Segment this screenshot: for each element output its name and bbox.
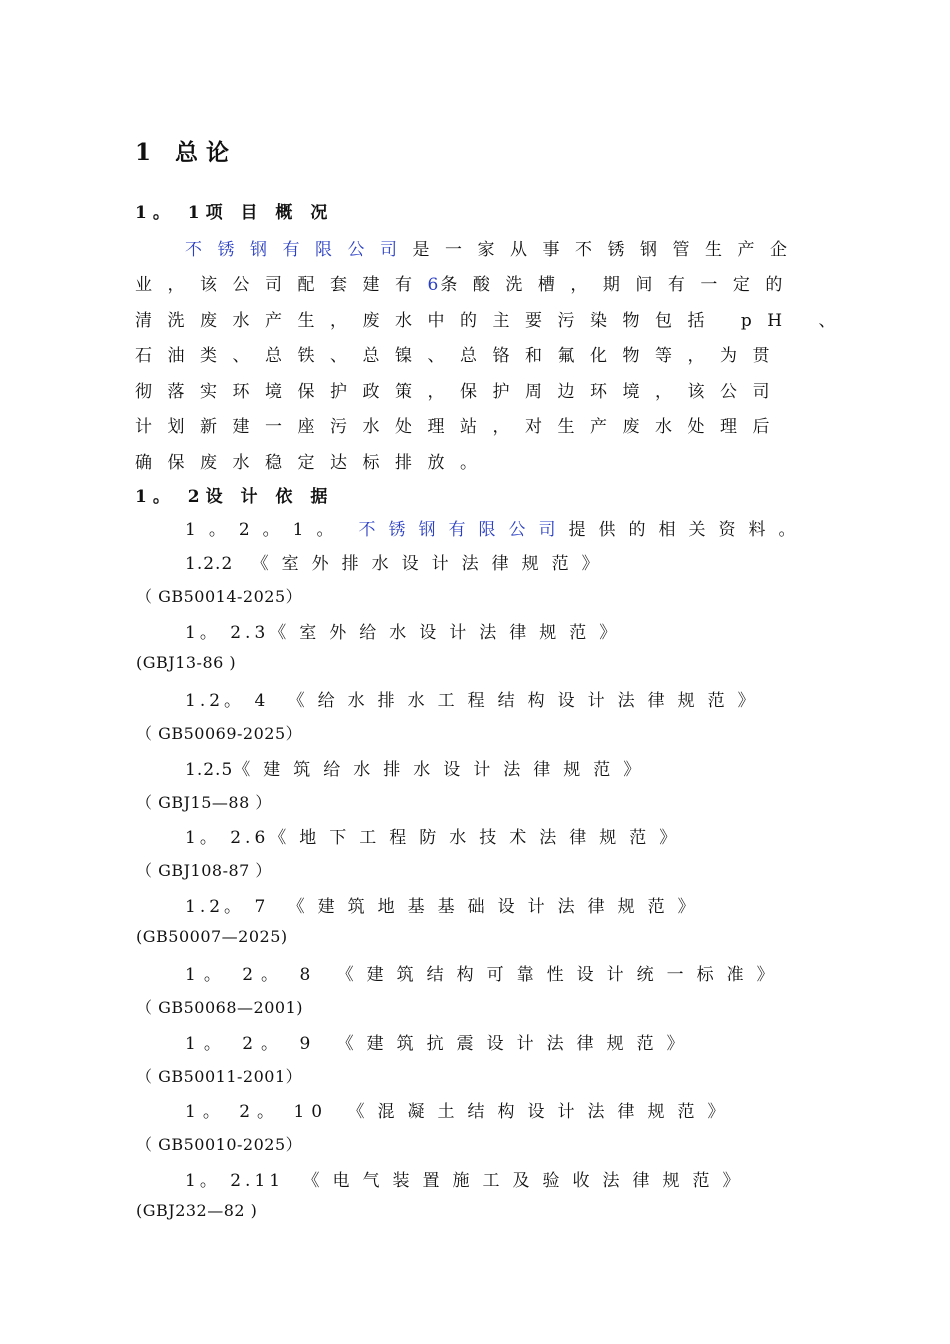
text-fragment: 1.2.2 <box>185 554 234 574</box>
text-fragment: 1。 2。 8 <box>185 965 319 985</box>
reference-code: （ GB50068—2001) <box>136 998 303 1017</box>
reference-item-1 <box>185 515 808 540</box>
text-fragment: 《地下工程防水技术法律规范》 <box>269 828 690 848</box>
paragraph-line-6: 计划新建一座污水处理站，对生产废水处理后 <box>135 417 785 437</box>
tank-count: 6 <box>427 275 441 295</box>
section-heading-basis: 1。 2设 计 依 据 <box>135 487 334 507</box>
company-name: 不锈钢有限公司 <box>185 240 413 260</box>
text-fragment: 1.2。 7 <box>185 897 270 917</box>
text-fragment: 1。2。1。 <box>185 520 347 540</box>
paragraph-line-3: 清洗废水产生，废水中的主要污染物包括 pH 、 <box>135 311 852 331</box>
reference-item <box>185 755 653 780</box>
text-fragment: 是一家从事不锈钢管生产企 <box>412 240 803 260</box>
reference-item <box>185 1029 697 1054</box>
reference-code: (GBJ13-86 ) <box>136 653 237 672</box>
text-fragment: 1。 2.3 <box>185 623 270 643</box>
text-fragment: 《电气装置施工及验收法律规范》 <box>302 1171 753 1191</box>
reference-item <box>185 892 708 917</box>
reference-item <box>185 686 768 711</box>
company-name-ref: 不锈钢有限公司 <box>358 520 569 540</box>
reference-item <box>185 960 787 985</box>
paragraph-line-5: 彻落实环境保护政策，保护周边环境，该公司 <box>135 382 785 402</box>
reference-code: （ GB50069-2025） <box>136 724 303 743</box>
reference-code: （ GB50010-2025） <box>136 1135 303 1154</box>
text-fragment: 提供的相关资料。 <box>568 520 809 540</box>
reference-item <box>185 1166 752 1191</box>
text-fragment: 业，该公司配套建有 <box>135 275 428 295</box>
reference-item <box>185 823 689 848</box>
section-heading-overview: 1。 1项 目 概 况 <box>135 203 334 223</box>
text-fragment: 《建筑地基基础设计法律规范》 <box>287 897 708 917</box>
chapter-heading: 1 总论 <box>135 139 238 166</box>
text-fragment: 1。 2.6 <box>185 828 270 848</box>
text-fragment: 1.2.5 <box>185 760 234 780</box>
text-fragment: 《混凝土结构设计法律规范》 <box>347 1102 738 1122</box>
text-fragment: 《建筑抗震设计法律规范》 <box>336 1034 697 1054</box>
paragraph-line-1 <box>185 235 803 260</box>
text-fragment: 1。 2。 10 <box>185 1102 330 1122</box>
text-fragment: 1.2。 4 <box>185 691 270 711</box>
reference-item <box>185 549 612 574</box>
reference-item <box>185 1097 737 1122</box>
reference-code: (GBJ232—82 ) <box>136 1201 258 1220</box>
text-fragment: 《建筑结构可靠性设计统一标准》 <box>336 965 787 985</box>
reference-code: （ GBJ15—88 ） <box>136 793 272 812</box>
text-fragment: 条酸洗槽，期间有一定的 <box>440 275 798 295</box>
paragraph-line-2 <box>135 270 798 295</box>
text-fragment: 《给水排水工程结构设计法律规范》 <box>287 691 768 711</box>
paragraph-line-4: 石油类、总铁、总镍、总铬和氟化物等，为贯 <box>135 346 785 366</box>
text-fragment: 《建筑给水排水设计法律规范》 <box>233 760 654 780</box>
text-fragment: 《室外排水设计法律规范》 <box>251 554 612 574</box>
reference-code: （ GB50014-2025） <box>136 587 303 606</box>
reference-code: (GB50007—2025) <box>136 927 288 946</box>
text-fragment: 1。 2。 9 <box>185 1034 319 1054</box>
text-fragment: 《室外给水设计法律规范》 <box>269 623 630 643</box>
text-fragment: 1。 2.11 <box>185 1171 285 1191</box>
paragraph-line-7: 确保废水稳定达标排放。 <box>135 453 493 473</box>
reference-item <box>185 618 629 643</box>
reference-code: （ GB50011-2001） <box>136 1067 303 1086</box>
reference-code: （ GBJ108-87 ） <box>136 861 272 880</box>
